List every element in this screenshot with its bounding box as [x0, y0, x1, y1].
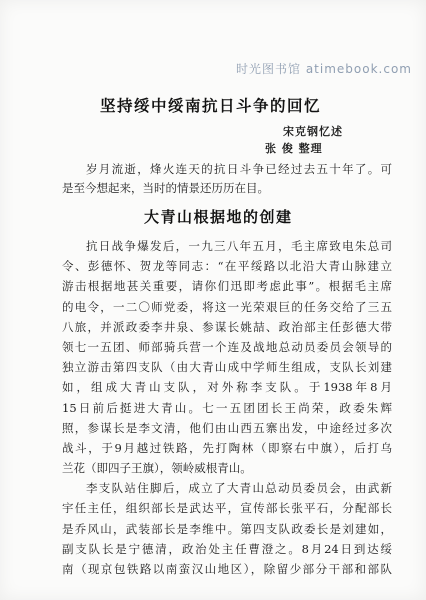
- body-line: 的电令，一二〇师党委，将这一光荣艰巨的任务交给了三五: [62, 299, 392, 314]
- author-byline: 宋克钢忆述: [283, 125, 343, 138]
- editor-byline: 张 俊 整理: [265, 142, 323, 155]
- body-line: 南（现京包铁路以南蛮汉山地区），除留少部分干部和部队: [62, 562, 392, 576]
- body-line: 抗日战争爆发后，一九三八年五月，毛主席致电朱总司: [86, 239, 392, 253]
- article-title: 坚持绥中绥南抗日斗争的回忆: [100, 96, 322, 115]
- intro-line: 是至今想起来，当时的情景还历历在目。: [62, 181, 269, 195]
- intro-line: 岁月流逝，烽火连天的抗日斗争已经过去五十年了。可: [86, 162, 392, 176]
- body-line: 独立游击第四支队（由大青山成中学师生组成，支队长刘建: [62, 360, 392, 375]
- body-line: 八旅，并派政委李井泉、参谋长姚喆、政治部主任彭德大带: [62, 319, 392, 334]
- body-line: 宇任主任，组织部长是武达平，宣传部长张平石，分配部长: [62, 501, 392, 516]
- body-line: 照，参谋长是李文清，他们由山西五寨出发，中途经过多次: [62, 420, 392, 435]
- watermark: 时光图书馆 atimebook.com: [236, 62, 412, 76]
- section-heading: 大青山根据地的创建: [144, 208, 293, 226]
- body-line: 是乔风山，武装部长是李维中。第四支队政委长是刘建如，: [62, 521, 392, 536]
- body-line: 令、彭德怀、贺龙等同志：“在平绥路以北沿大青山脉建立: [62, 259, 392, 274]
- body-line: 15日前后挺进大青山。七一五团团长王尚荣，政委朱辉: [62, 400, 392, 415]
- body-line: 兰花（即四子王旗），领岭威根青山。: [62, 461, 252, 476]
- body-line: 如，组成大青山支队，对外称李支队。于1938年8月: [62, 380, 392, 395]
- body-text: [62, 236, 392, 579]
- body-line: 游击根据地甚关重要，请你们迅即考虑此事”。根据毛主席: [62, 279, 392, 294]
- intro-paragraph: [62, 160, 392, 198]
- body-line: 李支队站住脚后，成立了大青山总动员委员会，由武新: [86, 481, 392, 496]
- body-line: 副支队长是宁德清，政治处主任曹澄之。8月24日到达绥: [62, 541, 392, 556]
- body-line: 战斗，于9月越过铁路，先打陶林（即察右中旗），后打乌: [62, 440, 392, 455]
- body-line: 领七一五团、师部骑兵营一个连及战地总动员委员会领导的: [62, 339, 392, 354]
